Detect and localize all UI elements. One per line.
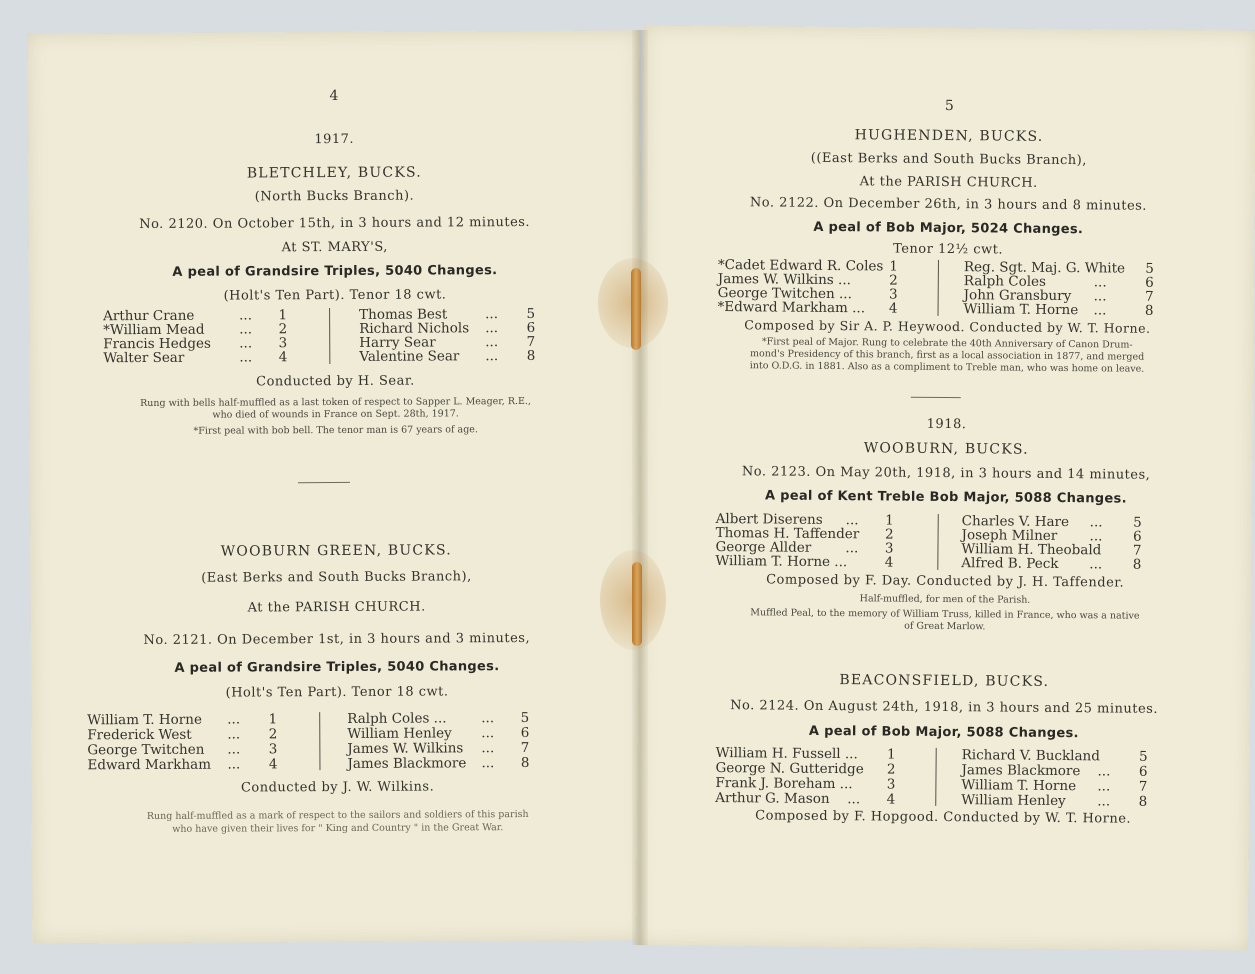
ringer-dots: ... — [845, 512, 859, 529]
bell-number: 4 — [278, 349, 288, 366]
ringer-row — [715, 554, 915, 570]
ringer-name: George Twitchen — [87, 741, 205, 759]
ringer-name: Ralph Coles ... — [347, 710, 447, 727]
ringer-name: James Blackmore — [961, 762, 1081, 780]
bell-number: 2 — [268, 726, 278, 743]
ringer-dots: ... — [1093, 288, 1107, 305]
section-divider — [298, 482, 350, 483]
ringers-table — [715, 512, 1155, 572]
ringer-dots: ... — [481, 725, 495, 742]
bell-number: 1 — [889, 258, 899, 275]
ringer-name: Thomas H. Taffender — [715, 524, 860, 543]
ringer-name: Ralph Coles — [963, 273, 1047, 290]
peal-location: WOOBURN, BUCKS. — [863, 440, 1029, 458]
bell-number: 6 — [1132, 528, 1142, 545]
bell-number: 5 — [520, 709, 530, 727]
ringer-row — [103, 350, 293, 365]
ringer-name: James Blackmore — [347, 755, 467, 772]
peal-location: HUGHENDEN, BUCKS. — [854, 127, 1044, 145]
bell-number: 8 — [520, 754, 530, 772]
bell-number: 6 — [520, 724, 530, 742]
staple-icon — [632, 562, 642, 646]
peal-note: of Great Marlow. — [904, 620, 986, 633]
peal-conductor: Conducted by H. Sear. — [256, 373, 415, 390]
ringer-name: *William Mead — [103, 321, 205, 339]
bell-number: 8 — [526, 347, 536, 364]
ringer-name: George Allder — [715, 538, 812, 556]
peal-note: *First peal with bob bell. The tenor man is 67 years of age. — [193, 424, 478, 437]
ringer-dots: ... — [1093, 302, 1107, 319]
ringers-table — [103, 307, 543, 365]
bell-number: 1 — [268, 711, 278, 728]
bell-number: 7 — [520, 739, 530, 757]
ringers-right-column — [961, 514, 1161, 572]
ringer-name: Frederick West — [87, 726, 192, 744]
ringer-dots: ... — [239, 321, 253, 338]
ringers-right-column — [347, 711, 537, 772]
peal-composer-conductor: Composed by F. Hopgood. Conducted by W. T. Horne. — [755, 808, 1132, 827]
ringer-row — [87, 757, 283, 773]
ringer-dots: ... — [1089, 556, 1103, 573]
bell-number: 8 — [1132, 556, 1142, 573]
peal-branch: (East Berks and South Bucks Branch), — [201, 569, 472, 586]
peal-tenor: Tenor 12½ cwt. — [893, 241, 1004, 258]
page-number: 4 — [329, 87, 339, 105]
ringer-name: Arthur Crane — [103, 307, 195, 325]
ringers-left-column — [715, 746, 916, 808]
ringer-name: Reg. Sgt. Maj. G. White — [963, 259, 1126, 277]
peal-note: Rung with bells half-muffled as a last token of respect to Sapper L. Meager, R.E., — [140, 395, 531, 410]
ringers-left-column — [718, 258, 918, 316]
ringer-name: William T. Horne ... — [715, 552, 848, 571]
bell-number: 7 — [1132, 542, 1142, 559]
ringer-name: Alfred B. Peck — [961, 555, 1059, 572]
ringer-name: William Henley — [347, 725, 452, 742]
right-page — [636, 25, 1255, 950]
bell-number: 5 — [1133, 514, 1142, 531]
bell-number: 2 — [886, 761, 896, 778]
ringers-right-column — [961, 748, 1162, 810]
ringers-right-column — [964, 260, 1164, 318]
peal-location: BLETCHLEY, BUCKS. — [246, 164, 422, 182]
peal-note: Muffled Peal, to the memory of William Truss, killed in France, who was a native — [750, 607, 1140, 622]
peal-note: who died of wounds in France on Sept. 28th, 1917. — [212, 408, 459, 421]
ringers-left-column — [87, 712, 283, 773]
peal-number-line: No. 2123. On May 20th, 1918, in 3 hours and 14 minutes, — [741, 464, 1151, 483]
ringer-name: James W. Wilkins — [347, 740, 464, 757]
ringer-dots: ... — [227, 711, 241, 728]
staple-icon — [631, 268, 641, 350]
column-divider — [935, 748, 937, 806]
ringers-left-column — [103, 308, 293, 365]
peal-branch: ((East Berks and South Bucks Branch), — [810, 150, 1087, 169]
ringer-name: George N. Gutteridge — [715, 759, 864, 778]
bell-number: 3 — [889, 286, 898, 303]
ringer-dots: ... — [1089, 528, 1103, 545]
column-divider — [938, 260, 939, 316]
ringer-row — [961, 556, 1161, 572]
ringer-dots: ... — [485, 320, 499, 337]
year-heading: 1917. — [314, 131, 355, 148]
peal-note: who have given their lives for " King and Country " in the Great War. — [172, 822, 504, 835]
peal-number-line: No. 2124. On August 24th, 1918, in 3 hours and 25 minutes. — [730, 698, 1159, 717]
bell-number: 2 — [884, 526, 894, 543]
bell-number: 6 — [1138, 763, 1148, 780]
ringers-table — [87, 709, 537, 774]
ringer-dots: ... — [1093, 274, 1107, 291]
column-divider — [319, 712, 320, 770]
ringer-row — [359, 321, 543, 336]
bell-number: 1 — [885, 512, 894, 529]
section-divider — [911, 397, 961, 398]
bell-number: 3 — [278, 335, 288, 352]
ringer-dots: ... — [227, 756, 241, 773]
peal-method: A peal of Bob Major, 5088 Changes. — [808, 723, 1079, 742]
bell-number: 4 — [888, 300, 898, 317]
ringer-name: Harry Sear — [359, 334, 436, 351]
ringer-name: Albert Diserens — [715, 510, 823, 528]
column-divider — [329, 308, 330, 364]
ringer-name: Thomas Best — [359, 306, 448, 323]
peal-note: mond's Presidency of this branch, first as a local association in 1877, and merged — [750, 348, 1145, 363]
ringer-dots: ... — [485, 334, 499, 351]
peal-venue: At the PARISH CHURCH. — [859, 174, 1038, 191]
peal-composer-conductor: Composed by Sir A. P. Heywood. Conducted by W. T. Horne. — [744, 317, 1151, 336]
ringer-name: William T. Horne — [87, 711, 202, 729]
ringer-dots: ... — [485, 306, 499, 323]
bell-number: 2 — [889, 272, 898, 289]
bell-number: 4 — [268, 756, 278, 773]
bell-number: 3 — [268, 741, 278, 758]
ringers-table — [718, 258, 1158, 318]
ringer-dots: ... — [485, 348, 499, 365]
peal-composer-conductor: Composed by F. Day. Conducted by J. H. Taffender. — [766, 572, 1125, 591]
ringer-name: William T. Horne — [961, 777, 1077, 795]
bell-number: 1 — [887, 746, 896, 763]
bell-number: 5 — [526, 305, 536, 323]
bell-number: 3 — [886, 776, 896, 793]
ringer-dots: ... — [1097, 763, 1111, 780]
ringers-right-column — [359, 307, 543, 364]
peal-note: Half-muffled, for men of the Parish. — [859, 593, 1031, 606]
peal-conductor: Conducted by J. W. Wilkins. — [240, 779, 435, 796]
peal-venue: At ST. MARY'S, — [281, 239, 388, 256]
ringer-row — [103, 336, 293, 351]
ringer-dots: ... — [239, 335, 253, 352]
ringer-name: William H. Fussell ... — [715, 745, 858, 763]
peal-location: BEACONSFIELD, BUCKS. — [839, 672, 1050, 690]
ringer-dots: ... — [481, 755, 495, 772]
ringer-dots: ... — [1097, 778, 1111, 795]
ringer-row — [718, 300, 918, 316]
ringer-name: Frank J. Boreham ... — [715, 774, 853, 793]
page-number: 5 — [944, 97, 954, 115]
bell-number: 5 — [1138, 748, 1148, 765]
ringer-dots: ... — [239, 349, 253, 366]
ringer-dots: ... — [227, 726, 241, 743]
ringer-name: *Cadet Edward R. Coles — [717, 257, 884, 275]
ringers-left-column — [715, 512, 915, 570]
bell-number: 4 — [884, 554, 894, 571]
ringer-dots: ... — [847, 791, 861, 808]
bell-number: 4 — [886, 791, 896, 808]
peal-branch: (North Bucks Branch). — [254, 188, 415, 205]
ringer-name: Valentine Sear — [359, 348, 460, 365]
bell-number: 1 — [278, 307, 288, 324]
left-page — [28, 30, 645, 943]
peal-note: *First peal of Major. Rung to celebrate the 40th Anniversary of Canon Drum- — [761, 336, 1133, 351]
bell-number: 3 — [884, 540, 894, 557]
ringer-row — [347, 756, 537, 772]
bell-number: 7 — [526, 333, 536, 350]
ringer-name: James W. Wilkins ... — [717, 271, 852, 289]
ringer-dots: ... — [239, 307, 253, 324]
ringer-name: John Gransbury — [963, 287, 1072, 305]
ringer-name: *Edward Markham ... — [717, 299, 866, 317]
ringer-name: William Henley — [961, 792, 1066, 810]
ringer-dots: ... — [845, 540, 859, 557]
ringer-name: William H. Theobald — [961, 541, 1102, 559]
peal-note: into O.D.G. in 1881. Also as a compliment to Treble man, who was home on leave. — [749, 360, 1145, 375]
column-divider — [937, 514, 938, 570]
peal-method: A peal of Bob Major, 5024 Changes. — [813, 219, 1084, 238]
ringer-name: Joseph Milner — [961, 527, 1058, 544]
peal-method: A peal of Kent Treble Bob Major, 5088 Changes. — [764, 488, 1127, 507]
ringer-row — [359, 349, 543, 364]
ringer-name: Edward Markham — [87, 756, 212, 774]
peal-composition: (Holt's Ten Part). Tenor 18 cwt. — [225, 684, 449, 701]
bell-number: 6 — [1145, 274, 1154, 291]
bell-number: 8 — [1138, 793, 1148, 810]
peal-method: A peal of Grandsire Triples, 5040 Changes. — [172, 263, 498, 280]
bell-number: 6 — [526, 319, 536, 336]
ringer-dots: ... — [481, 740, 495, 757]
peal-note: Rung half-muffled as a mark of respect to the sailors and soldiers of this parish — [146, 808, 529, 822]
peal-method: A peal of Grandsire Triples, 5040 Changes. — [174, 659, 500, 676]
peal-number-line: No. 2120. On October 15th, in 3 hours and 12 minutes. — [139, 214, 531, 233]
ringer-dots: ... — [1089, 514, 1103, 531]
peal-composition: (Holt's Ten Part). Tenor 18 cwt. — [223, 287, 447, 304]
ringer-name: William T. Horne — [963, 301, 1079, 319]
bell-number: 8 — [1144, 302, 1154, 319]
ringer-row — [964, 302, 1164, 318]
ringer-name: George Twitchen ... — [717, 285, 852, 303]
ringer-row — [961, 793, 1161, 810]
ringer-name: Francis Hedges — [103, 335, 211, 353]
ringer-name: Richard V. Buckland — [961, 747, 1100, 765]
year-heading: 1918. — [926, 416, 967, 433]
ringer-row — [715, 791, 915, 808]
ringer-dots: ... — [481, 710, 495, 727]
ringer-name: Walter Sear — [103, 349, 185, 367]
ringer-dots: ... — [1097, 793, 1111, 810]
ringer-name: Richard Nichols — [359, 320, 470, 337]
peal-location: WOOBURN GREEN, BUCKS. — [220, 542, 452, 560]
book-spine — [632, 30, 648, 945]
ringers-table — [715, 746, 1155, 808]
bell-number: 7 — [1138, 778, 1148, 795]
ringer-name: Arthur G. Mason — [715, 789, 830, 807]
peal-number-line: No. 2121. On December 1st, in 3 hours and 3 minutes, — [143, 630, 531, 649]
bell-number: 7 — [1145, 288, 1154, 305]
bell-number: 5 — [1145, 260, 1154, 277]
ringer-name: Charles V. Hare — [961, 513, 1070, 531]
ringer-dots: ... — [227, 741, 241, 758]
peal-number-line: No. 2122. On December 26th, in 3 hours and 8 minutes. — [749, 195, 1148, 214]
bell-number: 2 — [278, 321, 288, 338]
peal-venue: At the PARISH CHURCH. — [247, 599, 426, 616]
